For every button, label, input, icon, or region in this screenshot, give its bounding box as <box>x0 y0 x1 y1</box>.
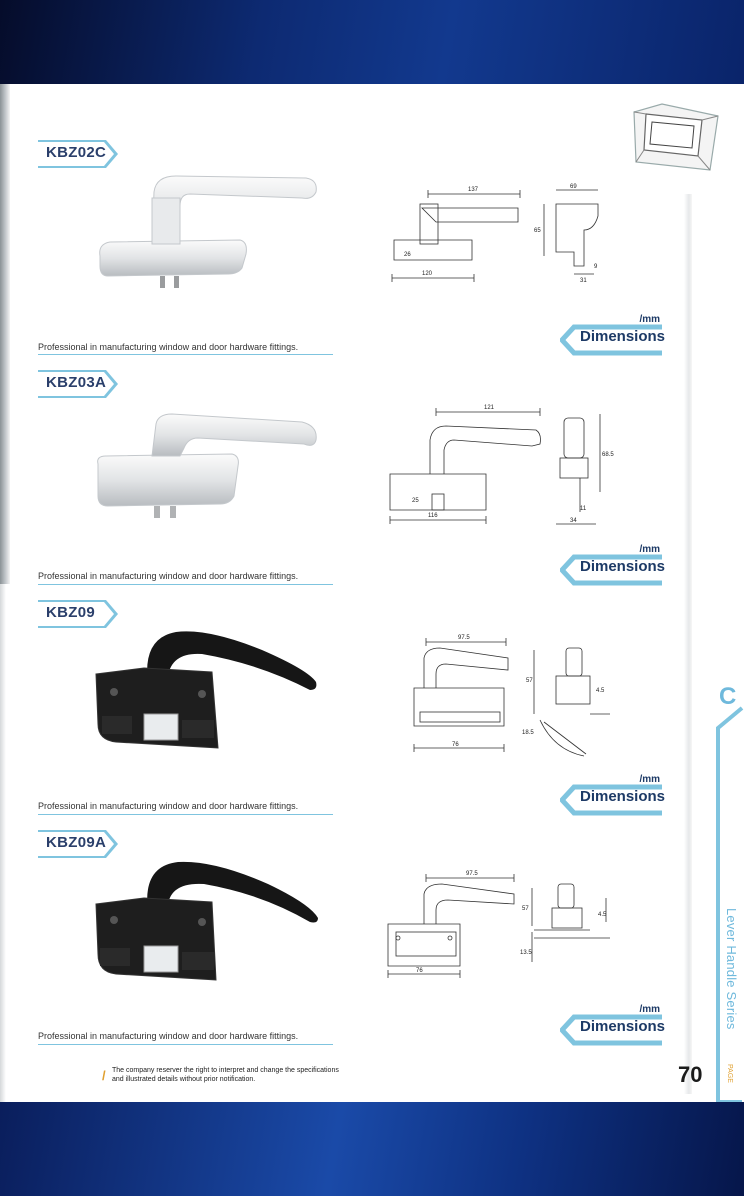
model-name: KBZ03A <box>46 374 107 391</box>
page-spine-lower <box>0 584 6 1102</box>
model-name: KBZ09A <box>46 834 107 851</box>
dimension-drawing-kbz03a <box>384 400 614 530</box>
svg-text:69: 69 <box>570 184 577 190</box>
svg-text:137: 137 <box>468 187 479 193</box>
svg-text:4.5: 4.5 <box>596 688 605 694</box>
dimensions-badge-2: /mm Dimensions <box>560 544 664 584</box>
svg-text:34: 34 <box>570 518 577 524</box>
svg-text:68.5: 68.5 <box>602 452 614 458</box>
dimension-drawing-kbz09a <box>384 862 614 982</box>
handle-photo-kbz02c <box>92 170 322 300</box>
handle-photo-kbz03a <box>92 410 322 520</box>
model-name: KBZ09 <box>46 604 96 621</box>
dimensions-badge-3: /mm Dimensions <box>560 774 664 814</box>
page-spine <box>0 84 10 584</box>
svg-text:18.5: 18.5 <box>522 730 534 736</box>
svg-text:97.5: 97.5 <box>458 635 470 641</box>
tagline-rule-4 <box>38 1044 333 1045</box>
svg-text:31: 31 <box>580 278 587 282</box>
svg-text:11: 11 <box>580 506 587 512</box>
background-bottom <box>0 1102 744 1196</box>
dimensions-badge-4: /mm Dimensions <box>560 1004 664 1044</box>
tagline-3: Professional in manufacturing window and door hardware fittings. <box>38 801 299 811</box>
svg-text:76: 76 <box>452 742 459 748</box>
page-number: 70 <box>678 1062 703 1087</box>
svg-text:120: 120 <box>422 271 433 277</box>
handle-photo-kbz09 <box>92 624 322 764</box>
svg-text:13.5: 13.5 <box>520 950 532 956</box>
dimension-drawing-kbz02c <box>384 182 614 282</box>
svg-text:57: 57 <box>522 906 529 912</box>
model-name: KBZ02C <box>46 144 107 161</box>
svg-text:9: 9 <box>594 264 598 270</box>
corner-logo-icon <box>628 96 724 174</box>
page-word: PAGE <box>726 1064 733 1083</box>
tagline-rule-3 <box>38 814 333 815</box>
section-sideband <box>712 688 744 1102</box>
svg-text:97.5: 97.5 <box>466 871 478 877</box>
dimensions-badge-1: /mm Dimensions <box>560 314 664 354</box>
svg-text:57: 57 <box>526 678 533 684</box>
svg-text:25: 25 <box>412 498 419 504</box>
svg-text:4.5: 4.5 <box>598 912 607 918</box>
tagline-1: Professional in manufacturing window and door hardware fittings. <box>38 342 299 352</box>
tagline-4: Professional in manufacturing window and door hardware fittings. <box>38 1031 299 1041</box>
section-letter: C <box>719 683 737 710</box>
page-gutter-shadow <box>684 194 692 1094</box>
model-tag-kbz03a <box>38 370 120 398</box>
notice-text: The company reserver the right to interpret and change the specifications and illustrated details without prior notification. <box>112 1067 339 1083</box>
svg-text:65: 65 <box>534 228 541 234</box>
tagline-rule-2 <box>38 584 333 585</box>
background-top <box>0 0 744 84</box>
tagline-2: Professional in manufacturing window and door hardware fittings. <box>38 571 299 581</box>
notice-slash-icon: / <box>102 1068 106 1083</box>
model-tag-kbz09a <box>38 830 120 858</box>
svg-text:116: 116 <box>428 513 438 519</box>
catalog-page <box>0 84 744 1102</box>
svg-text:76: 76 <box>416 968 423 974</box>
model-tag-kbz02c <box>38 140 120 168</box>
handle-photo-kbz09a <box>92 856 322 996</box>
series-title: Lever Handle Series <box>724 908 739 1030</box>
svg-text:26: 26 <box>404 252 411 258</box>
tagline-rule-1 <box>38 354 333 355</box>
svg-text:121: 121 <box>484 405 495 411</box>
dimension-drawing-kbz09 <box>384 630 614 760</box>
